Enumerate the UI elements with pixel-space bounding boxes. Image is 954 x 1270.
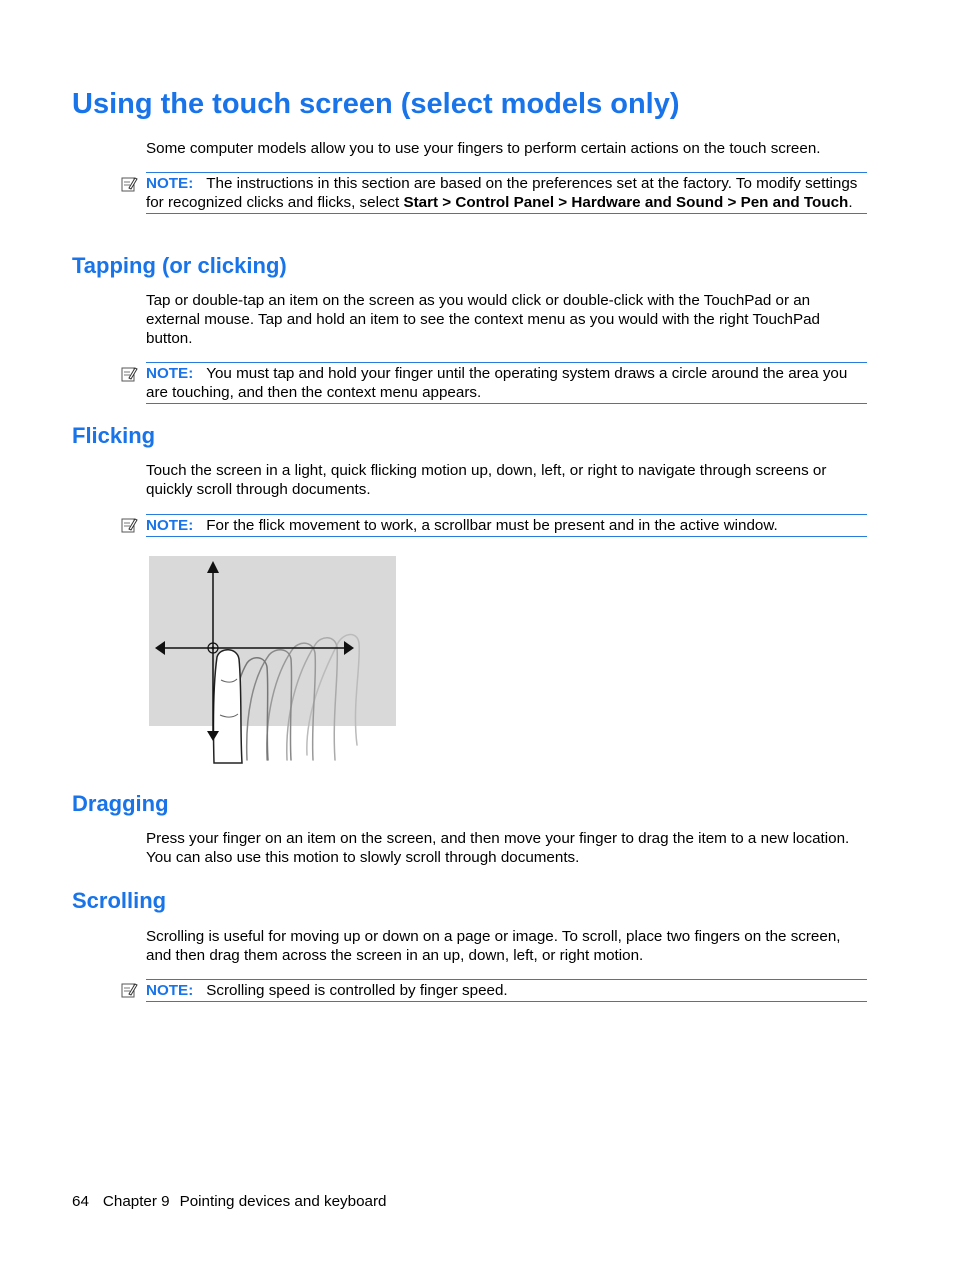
control-panel-path: Start > Control Panel > Hardware and Sound > Pen and Touch <box>403 194 849 211</box>
heading-dragging: Dragging <box>72 791 169 816</box>
page-number: 64 <box>72 1193 89 1210</box>
heading-scrolling: Scrolling <box>72 888 167 913</box>
note-label: NOTE: <box>146 175 194 192</box>
note-label: NOTE: <box>146 365 194 382</box>
scrolling-paragraph: Scrolling is useful for moving up or down on a page or image. To scroll, place two fingers on the screen, and then drag them across the screen in an up, down, left, or right motion. <box>146 928 841 964</box>
finger-icon <box>213 650 242 763</box>
flicking-paragraph: Touch the screen in a light, quick flicking motion up, down, left, or right to navigate through screens or quickly scroll through documents. <box>146 462 827 498</box>
note-text: You must tap and hold your finger until the operating system draws a circle around the area you are touching, and then the context menu appears. <box>146 365 848 401</box>
tapping-paragraph: Tap or double-tap an item on the screen as you would click or double-click with the TouchPad or an external mouse. Tap and hold an item to see the context menu as you would with the right TouchPad button. <box>146 292 821 347</box>
note-icon <box>120 516 138 534</box>
heading-tapping: Tapping (or clicking) <box>72 253 287 278</box>
note-box-tapping <box>146 362 867 404</box>
note-icon <box>120 365 138 383</box>
note-icon <box>120 981 138 999</box>
note-text: For the flick movement to work, a scrollbar must be present and in the active window. <box>206 517 778 534</box>
chapter-label: Chapter 9 <box>102 1193 170 1210</box>
note-box-scrolling <box>146 979 867 1002</box>
heading-flicking: Flicking <box>72 423 156 448</box>
note-icon <box>120 175 138 193</box>
note-text: Scrolling speed is controlled by finger speed. <box>206 982 508 999</box>
chapter-title: Pointing devices and keyboard <box>179 1193 387 1210</box>
flick-gesture-illustration <box>147 555 399 765</box>
dragging-paragraph: Press your finger on an item on the screen, and then move your finger to drag the item to a new location. You can also use this motion to slowly scroll through documents. <box>146 830 850 866</box>
page-footer <box>72 1193 400 1210</box>
note-box-factory <box>146 172 867 214</box>
note-text-end: . <box>848 194 853 211</box>
note-label: NOTE: <box>146 517 194 534</box>
note-text: The instructions in this section are based on the preferences set at the factory. To modify settings for recognized clicks and flicks, select <box>146 175 858 211</box>
note-label: NOTE: <box>146 982 194 999</box>
note-box-flicking <box>146 514 867 537</box>
page-title: Using the touch screen (select models only) <box>72 88 680 120</box>
intro-paragraph: Some computer models allow you to use your fingers to perform certain actions on the touch screen. <box>146 140 821 157</box>
